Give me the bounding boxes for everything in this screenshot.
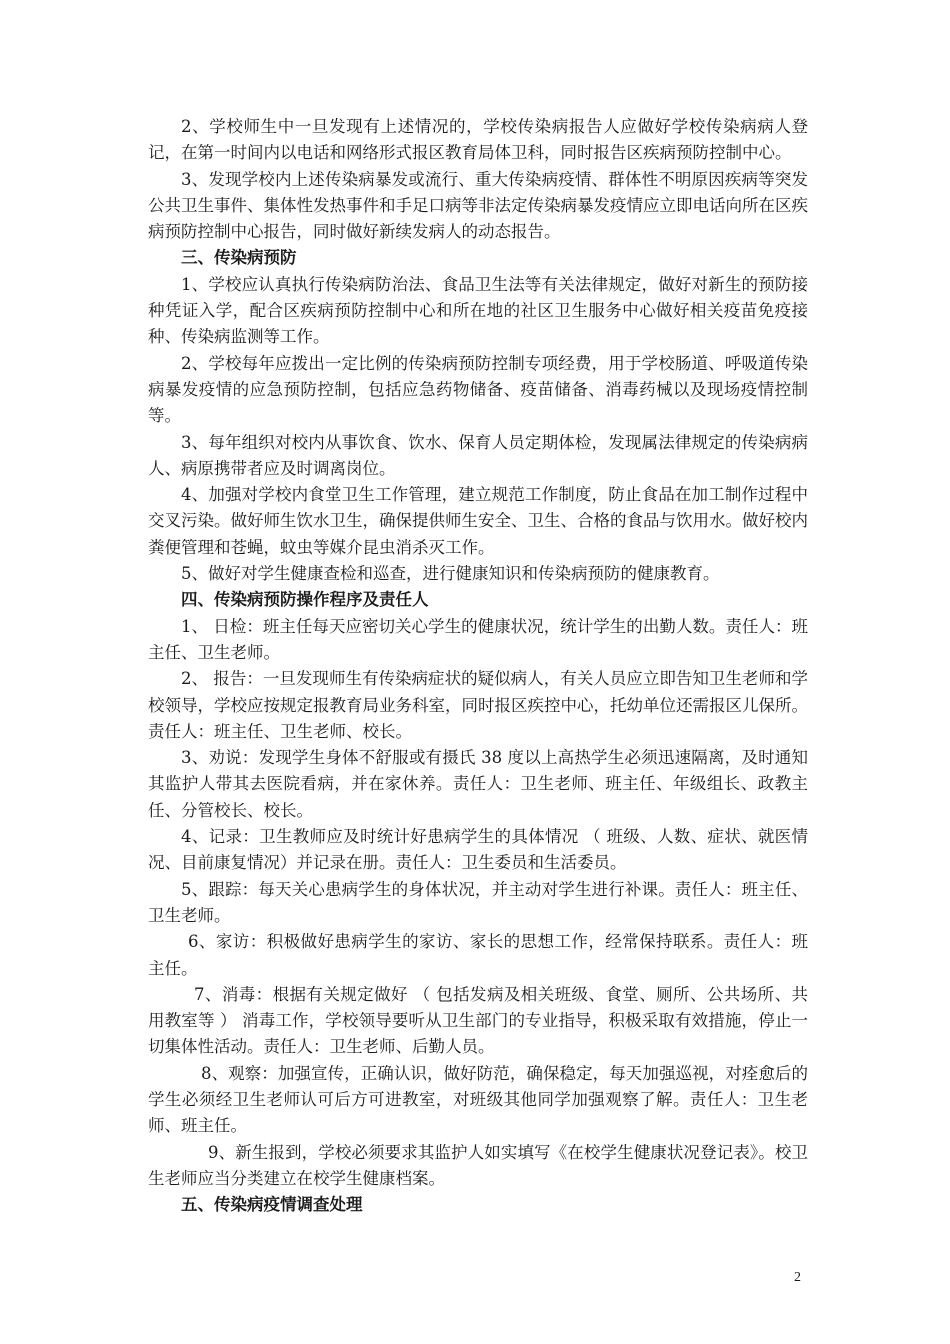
paragraph-procedure-follow-up: 5、跟踪：每天关心患病学生的身体状况，并主动对学生进行补课。责任人：班主任、卫生老师。 — [148, 879, 808, 925]
paragraph-procedure-home-visit: 6、家访：积极做好患病学生的家访、家长的思想工作，经常保持联系。责任人：班主任。 — [148, 932, 808, 978]
page-number: 2 — [794, 1270, 801, 1285]
paragraph-procedure-report: 2、 报告：一旦发现师生有传染病症状的疑似病人，有关人员应立即告知卫生老师和学校领导，学校应按规定报教育局业务科室，同时报区疾控中心，托幼单位还需报区儿保所。责任人：班主任、卫生老师、校长。 — [148, 669, 808, 741]
paragraph-prevention-1: 1、学校应认真执行传染病防治法、食品卫生法等有关法律规定，做好对新生的预防接种凭证入学，配合区疾病预防控制中心和所在地的社区卫生服务中心做好相关疫苗免疫接种、传染病监测等工作。 — [148, 274, 808, 347]
paragraph-procedure-observe: 8、观察：加强宣传，正确认识，做好防范，确保稳定，每天加强巡视，对痊愈后的学生必须经卫生老师认可后方可进教室，对班级其他同学加强观察了解。责任人：卫生老师、班主任。 — [148, 1063, 808, 1136]
paragraph-procedure-new-students: 9、新生报到，学校必须要求其监护人如实填写《在校学生健康状况登记表》。校卫生老师应当分类建立在校学生健康档案。 — [148, 1142, 808, 1188]
document-body — [148, 114, 808, 1218]
paragraph-procedure-disinfect: 7、消毒：根据有关规定做好 （ 包括发病及相关班级、食堂、厕所、公共场所、共用教室等 ） 消毒工作，学校领导要听从卫生部门的专业指导，积极采取有效措施，停止一切集体性活动。责任人：卫生老师、后勤人员。 — [148, 984, 808, 1057]
section-heading-prevention: 三、传染病预防 — [181, 248, 297, 268]
section-heading-investigation: 五、传染病疫情调查处理 — [181, 1195, 363, 1215]
paragraph-procedure-persuade: 3、劝说：发现学生身体不舒服或有摄氏 38 度以上高热学生必须迅速隔离，及时通知其监护人带其去医院看病，并在家休养。责任人：卫生老师、班主任、年级组长、政教主任、分管校长、校长。 — [148, 748, 808, 820]
paragraph-prevention-3: 3、每年组织对校内从事饮食、饮水、保育人员定期体检，发现属法律规定的传染病病人、病原携带者应及时调离岗位。 — [148, 432, 808, 478]
paragraph-report-registration: 2、学校师生中一旦发现有上述情况的，学校传染病报告人应做好学校传染病病人登记，在第一时间内以电话和网络形式报区教育局体卫科，同时报告区疾病预防控制中心。 — [148, 117, 808, 163]
paragraph-procedure-daily-check: 1、 日检：班主任每天应密切关心学生的健康状况，统计学生的出勤人数。责任人：班主任、卫生老师。 — [148, 616, 808, 662]
paragraph-outbreak-report: 3、发现学校内上述传染病暴发或流行、重大传染病疫情、群体性不明原因疾病等突发公共卫生事件、集体性发热事件和手足口病等非法定传染病暴发疫情应立即电话向所在区疾病预防控制中心报告，同时做好新续发病人的动态报告。 — [148, 169, 808, 242]
paragraph-procedure-record: 4、记录：卫生教师应及时统计好患病学生的具体情况 （ 班级、人数、症状、就医情况、目前康复情况）并记录在册。责任人：卫生委员和生活委员。 — [148, 827, 808, 873]
paragraph-prevention-4: 4、加强对学校内食堂卫生工作管理，建立规范工作制度，防止食品在加工制作过程中交叉污染。做好师生饮水卫生，确保提供师生安全、卫生、合格的食品与饮用水。做好校内粪便管理和苍蝇，蚊虫等媒介昆虫消杀灭工作。 — [148, 485, 808, 557]
paragraph-prevention-2: 2、学校每年应拨出一定比例的传染病预防控制专项经费，用于学校肠道、呼吸道传染病暴发疫情的应急预防控制，包括应急药物储备、疫苗储备、消毒药械以及现场疫情控制等。 — [148, 353, 808, 426]
section-heading-procedure: 四、传染病预防操作程序及责任人 — [181, 590, 429, 610]
paragraph-prevention-5: 5、做好对学生健康查检和巡查，进行健康知识和传染病预防的健康教育。 — [181, 564, 720, 584]
